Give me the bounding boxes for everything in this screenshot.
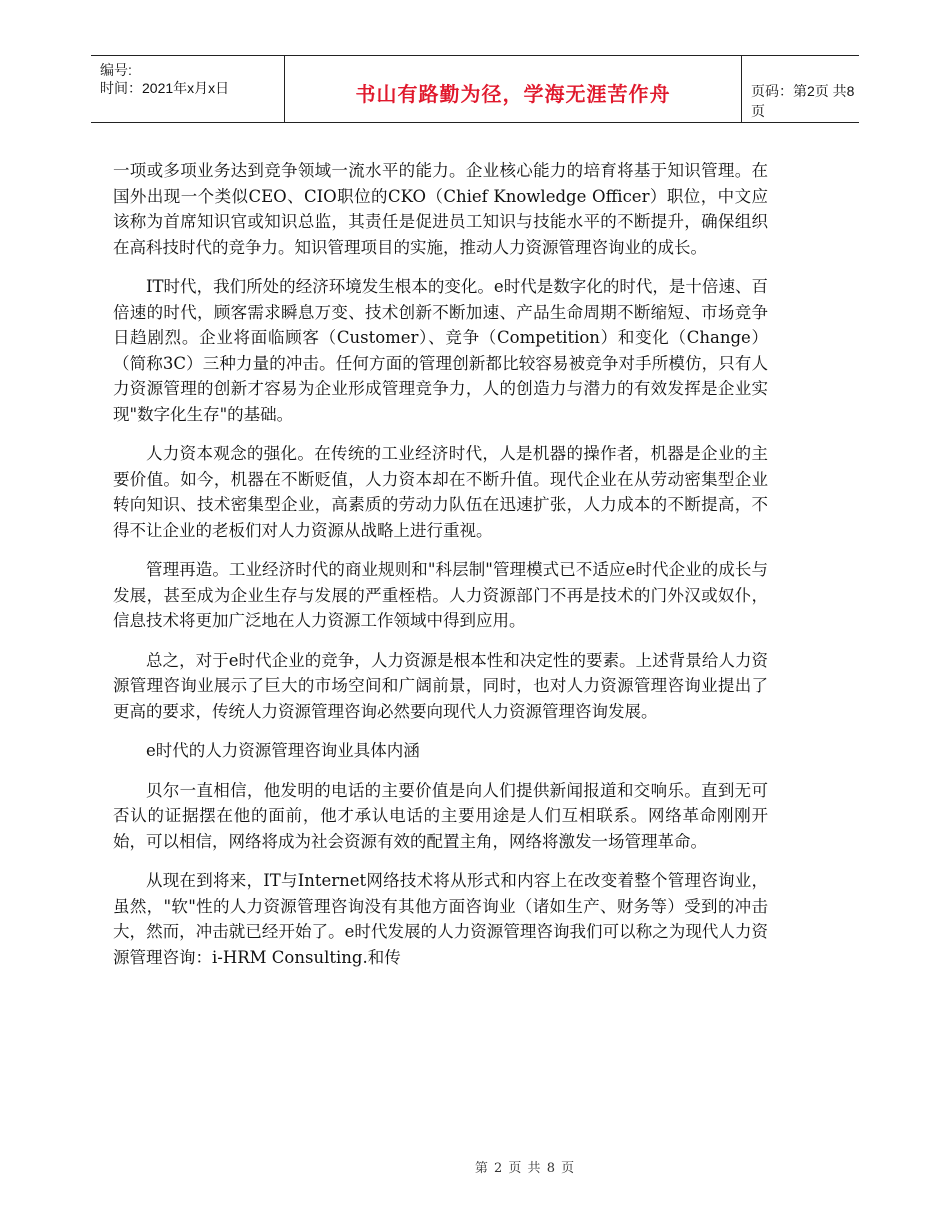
body-paragraph: 一项或多项业务达到竞争领域一流水平的能力。企业核心能力的培育将基于知识管理。在国外出现一个类似CEO、CIO职位的CKO（Chief Knowledge Officer）职位，中文应该称为首席知识官或知识总监，其责任是促进员工知识与技能水平的不断提升，确保组织在高科技时代的竞争力。知识管理项目的实施，推动人力资源管理咨询业的成长。 [113, 161, 768, 257]
body-paragraph: IT时代，我们所处的经济环境发生根本的变化。e时代是数字化的时代，是十倍速、百倍速的时代，顾客需求瞬息万变、技术创新不断加速、产品生命周期不断缩短、市场竞争日趋剧烈。企业将面临顾客（Customer）、竞争（Competition）和变化（Change）（简称3C）三种力量的冲击。任何方面的管理创新都比较容易被竞争对手所模仿，只有人力资源管理的创新才容易为企业形成管理竞争力，人的创造力与潜力的有效发挥是企业实现"数字化生存"的基础。 [113, 277, 768, 424]
body-paragraph: 从现在到将来，IT与Internet网络技术将从形式和内容上在改变着整个管理咨询业，虽然，"软"性的人力资源管理咨询没有其他方面咨询业（诸如生产、财务等）受到的冲击大，然而，冲击就已经开始了。e时代发展的人力资源管理咨询我们可以称之为现代人力资源管理咨询：i-HRM Consulting.和传 [113, 871, 768, 967]
body-paragraph: 管理再造。工业经济时代的商业规则和"科层制"管理模式已不适应e时代企业的成长与发展，甚至成为企业生存与发展的严重桎梏。人力资源部门不再是技术的门外汉或奴仆，信息技术将更加广泛地在人力资源工作领域中得到应用。 [113, 560, 768, 630]
document-code-label: 编号: [100, 62, 132, 78]
body-paragraph: 贝尔一直相信，他发明的电话的主要价值是向人们提供新闻报道和交响乐。直到无可否认的证据摆在他的面前，他才承认电话的主要用途是人们互相联系。网络革命刚刚开始，可以相信，网络将成为社会资源有效的配置主角，网络将激发一场管理革命。 [113, 780, 768, 851]
document-body [113, 158, 768, 984]
document-time-label: 时间：2021年x月x日 [100, 80, 230, 96]
footer-page-number: 第 2 页 共 8 页 [474, 1161, 576, 1176]
body-paragraph: 人力资本观念的强化。在传统的工业经济时代，人是机器的操作者，机器是企业的主要价值。如今，机器在不断贬值，人力资本却在不断升值。现代企业在从劳动密集型企业转向知识、技术密集型企业，高素质的劳动力队伍在迅速扩张，人力成本的不断提高，不得不让企业的老板们对人力资源从战略上进行重视。 [113, 444, 768, 540]
header-motto: 书山有路勤为径，学海无涯苦作舟 [355, 82, 671, 106]
section-heading: e时代的人力资源管理咨询业具体内涵 [146, 741, 420, 760]
header-motto-cell [284, 56, 742, 122]
page-header [91, 55, 859, 123]
header-page-info: 页码：第2页 共8页 [751, 83, 855, 119]
header-left-cell [91, 56, 284, 122]
page-footer [0, 1157, 950, 1176]
header-right-cell [741, 56, 859, 122]
body-paragraph: 总之，对于e时代企业的竞争，人力资源是根本性和决定性的要素。上述背景给人力资源管理咨询业展示了巨大的市场空间和广阔前景，同时，也对人力资源管理咨询业提出了更高的要求，传统人力资源管理咨询必然要向现代人力资源管理咨询发展。 [113, 650, 768, 721]
